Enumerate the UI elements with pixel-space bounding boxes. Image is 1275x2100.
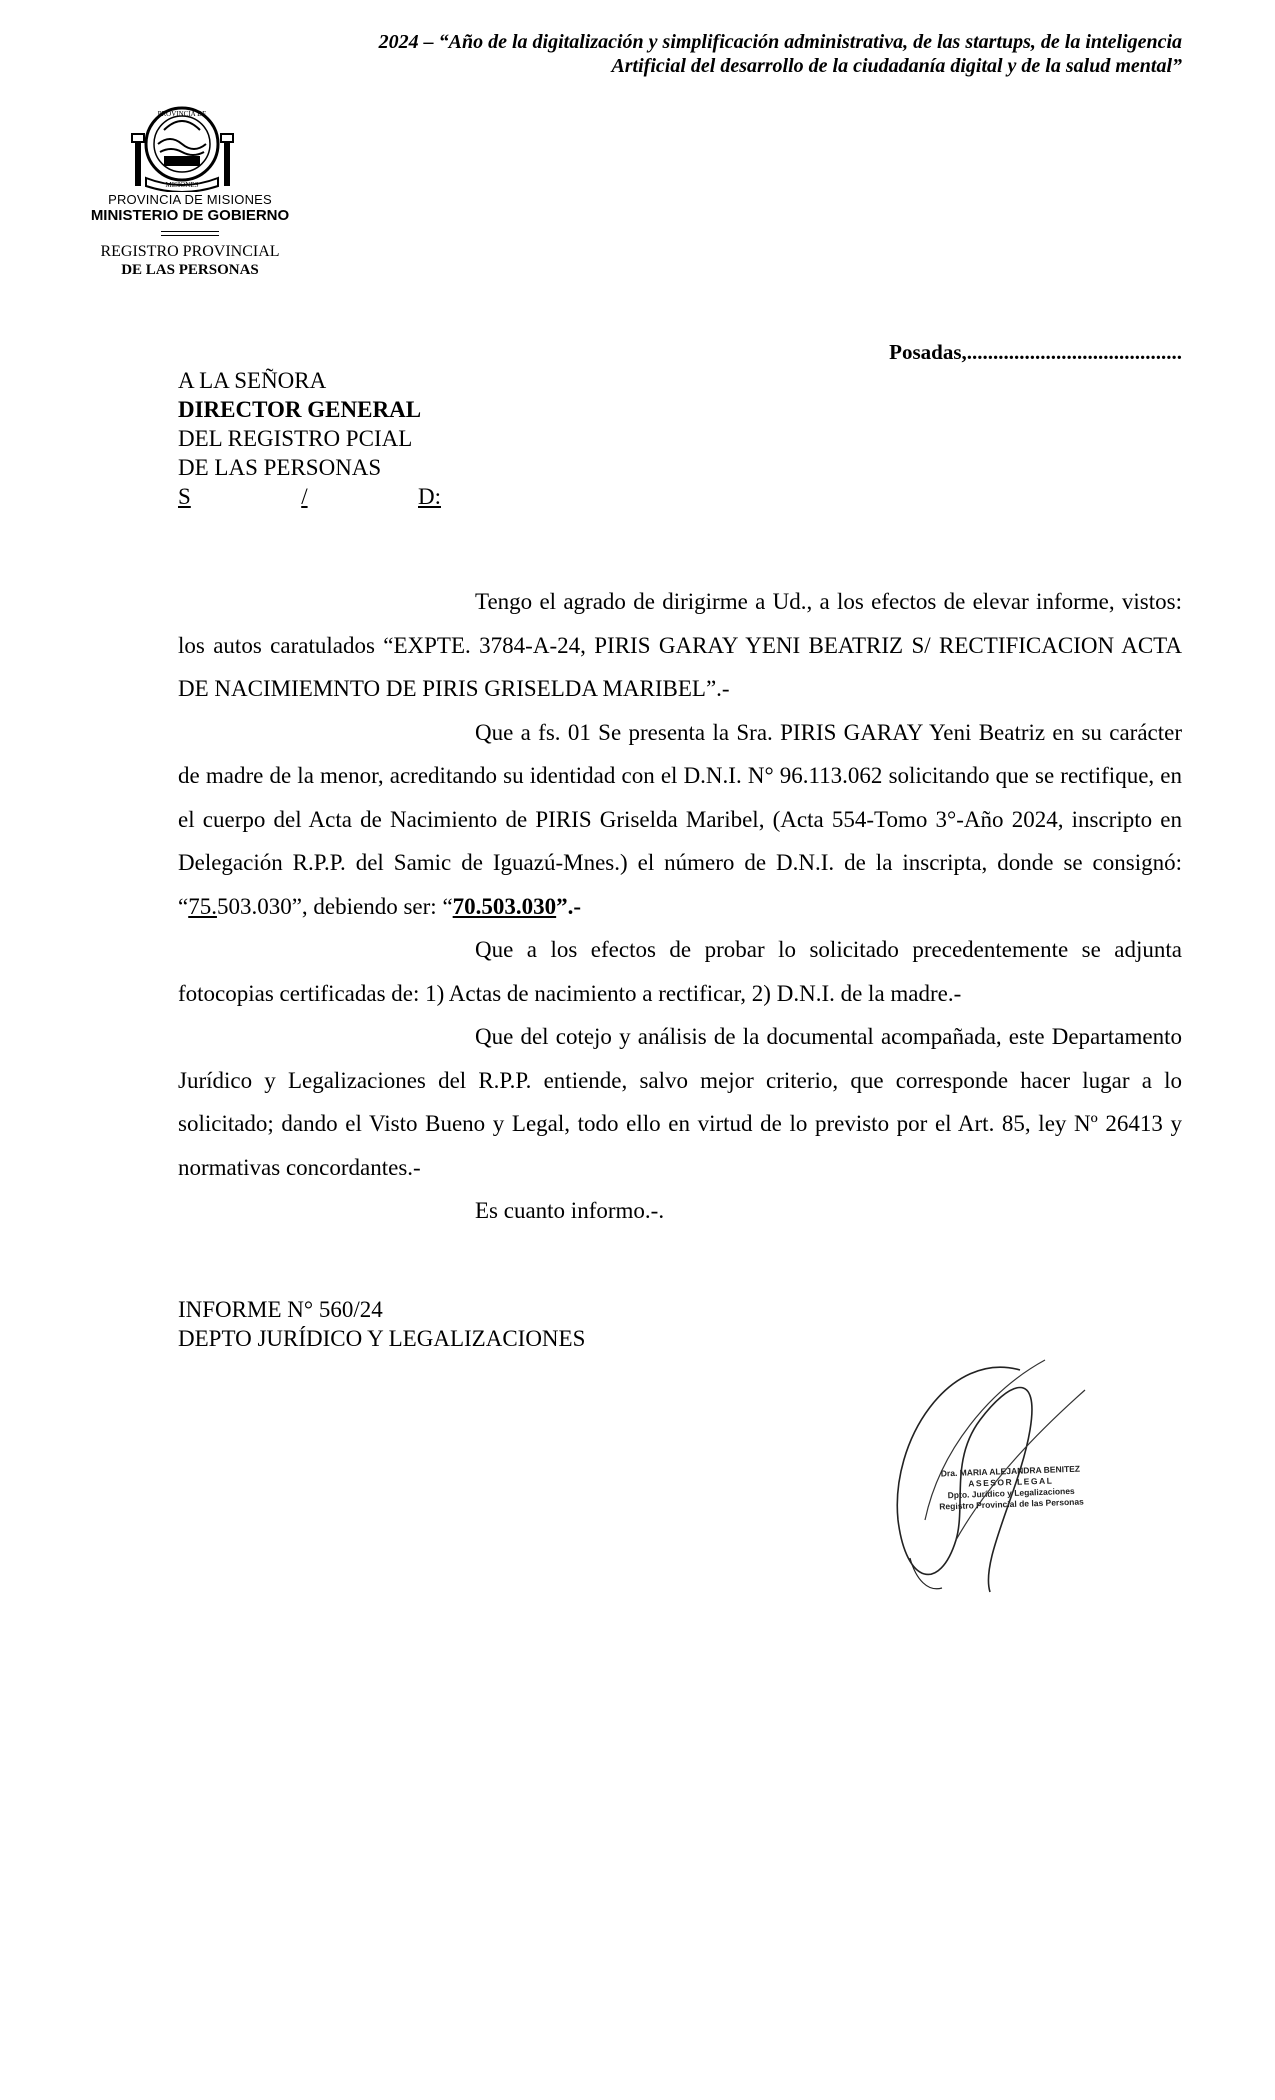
divider: [161, 231, 219, 232]
report-body: [178, 580, 1182, 1233]
paragraph-3: Que a los efectos de probar lo solicitado precedentemente se adjunta fotocopias certificadas de: 1) Actas de nacimiento a rectificar, 2) D.N.I. de la madre.-: [178, 937, 1182, 1006]
seal-text-top: PROVINCIA DE: [157, 110, 207, 118]
registry-name-line1: REGISTRO PROVINCIAL: [100, 243, 280, 260]
addressee-line-1: A LA SEÑORA: [178, 368, 327, 393]
report-id-block: [178, 1295, 585, 1353]
registry-name-line2: DE LAS PERSONAS: [121, 262, 259, 278]
addressee-line-4: DE LAS PERSONAS: [178, 455, 382, 480]
stamp-line-1: Dra. MARIA ALEJANDRA BENITEZ: [940, 1463, 1081, 1479]
addressee-line-3: DEL REGISTRO PCIAL: [178, 426, 413, 451]
divider: [161, 235, 219, 236]
province-name: PROVINCIA DE MISIONES: [108, 192, 272, 207]
header-motto: [300, 30, 1182, 78]
motto-line-1: 2024 – “Año de la digitalización y simplificación administrativa, de las startups, de la inteligencia: [378, 31, 1182, 53]
paragraph-2: [178, 711, 1182, 929]
correct-dni: 70.503.030: [452, 893, 557, 919]
stamp-line-2: ASESOR LEGAL: [968, 1475, 1054, 1489]
motto-line-2: Artificial del desarrollo de la ciudadanía digital y de la salud mental”: [611, 55, 1182, 77]
sd-slash: /: [301, 484, 308, 509]
wrong-dni-rest: 503.030: [216, 893, 292, 919]
seal-text-bottom: MISIONES: [165, 181, 199, 189]
government-header: [60, 192, 320, 280]
date-line: Posadas,.........................................: [889, 340, 1182, 364]
su-despacho-line: [178, 482, 441, 511]
province-seal-icon: [130, 100, 235, 192]
stamp-line-4: Registro Provincial de las Personas: [939, 1496, 1084, 1512]
paragraph-2-text-a: Que a fs. 01 Se presenta la Sra. PIRIS GARAY Yeni Beatriz en su carácter de madre de la menor, acreditando su identidad con el D.N.I. N° 96.113.062 solicitando que se rectifique, en el cuerpo del Acta de Nacimiento de PIRIS Griselda Maribel, (Acta 554-Tomo 3°-Año 2024, inscripto en Delegación R.P.P. del Samic de Iguazú-Mnes.) el número de D.N.I. de la inscripta, donde se consignó: “: [178, 719, 1182, 919]
paragraph-5: Es cuanto informo.-.: [475, 1198, 665, 1223]
sd-d: D:: [418, 484, 441, 509]
legal-advisor-stamp: [925, 1463, 1096, 1513]
report-department: DEPTO JURÍDICO Y LEGALIZACIONES: [178, 1326, 586, 1351]
addressee-line-2: DIRECTOR GENERAL: [178, 397, 422, 422]
sd-s: S: [178, 484, 191, 509]
paragraph-2-end: ”.-: [556, 893, 582, 919]
report-number: INFORME N° 560/24: [178, 1297, 383, 1322]
wrong-dni-prefix: 75.: [188, 893, 217, 919]
ministry-name: MINISTERIO DE GOBIERNO: [90, 207, 290, 224]
addressee-block: [178, 366, 441, 511]
stamp-line-3: Dpto. Jurídico y Legalizaciones: [947, 1485, 1075, 1501]
paragraph-1: Tengo el agrado de dirigirme a Ud., a los efectos de elevar informe, vistos: los autos caratulados “EXPTE. 3784-A-24, PIRIS GARAY YENI BEATRIZ S/ RECTIFICACION ACTA DE NACIMIEMNTO DE PIRIS GRISELDA MARIBEL”.-: [178, 589, 1182, 701]
paragraph-2-text-b: ”, debiendo ser: “: [291, 893, 453, 919]
paragraph-4: Que del cotejo y análisis de la documental acompañada, este Departamento Jurídico y Legalizaciones del R.P.P. entiende, salvo mejor criterio, que corresponde hacer lugar a lo solicitado; dando el Visto Bueno y Legal, todo ello en virtud de lo previsto por el Art. 85, ley Nº 26413 y normativas concordantes.-: [178, 1024, 1182, 1180]
